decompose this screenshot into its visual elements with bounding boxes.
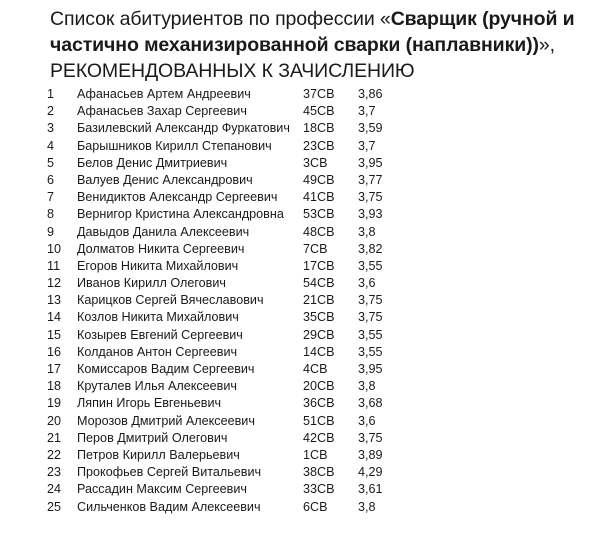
row-number: 19: [47, 396, 62, 411]
average-score: 3,86: [358, 87, 383, 101]
title-part-regular: Список абитуриентов по профессии «: [50, 8, 391, 30]
title-profession: Сварщик (ручной и частично механизированной сварки (наплавники)): [50, 8, 575, 56]
group-code: 42СВ: [303, 430, 335, 445]
average-score: 3,93: [358, 207, 383, 222]
list-item: [0, 292, 604, 309]
average-score: 3,8: [358, 499, 376, 514]
average-score: 3,75: [358, 430, 383, 445]
list-item: [0, 499, 604, 516]
list-item: [0, 155, 604, 172]
applicant-name: Комиссаров Вадим Сергеевич: [77, 362, 255, 376]
list-item: [0, 430, 604, 447]
title-part-regular-end: », РЕКОМЕНДОВАННЫХ К ЗАЧИСЛЕНИЮ: [50, 34, 555, 82]
applicant-name: Петров Кирилл Валерьевич: [77, 447, 240, 462]
applicant-name: Афанасьев Захар Сергеевич: [77, 104, 247, 119]
average-score: 3,75: [358, 293, 383, 308]
list-item: [0, 241, 604, 258]
applicant-name: Долматов Никита Сергеевич: [77, 241, 245, 256]
row-number: 1: [47, 87, 55, 101]
average-score: 3,82: [358, 241, 383, 256]
group-code: 36СВ: [303, 396, 335, 411]
list-item: [0, 309, 604, 326]
group-code: 49СВ: [303, 172, 335, 187]
applicant-name: Карицков Сергей Вячеславович: [77, 293, 264, 308]
row-number: 25: [47, 499, 62, 514]
list-item: [0, 206, 604, 223]
applicant-name: Козырев Евгений Сергеевич: [77, 327, 243, 342]
row-number: 21: [47, 430, 62, 445]
applicant-name: Егоров Никита Михайлович: [77, 258, 239, 273]
row-number: 13: [47, 293, 62, 308]
row-number: 14: [47, 310, 62, 325]
average-score: 3,61: [358, 482, 383, 497]
applicant-name: Давыдов Данила Алексеевич: [77, 224, 250, 239]
list-item: [0, 275, 604, 292]
group-code: 54СВ: [303, 276, 335, 291]
average-score: 3,68: [358, 396, 383, 411]
row-number: 15: [47, 327, 62, 342]
average-score: 3,89: [358, 447, 383, 462]
group-code: 6СВ: [303, 499, 328, 514]
applicant-name: Базилевский Александр Фуркатович: [77, 121, 290, 136]
group-code: 20СВ: [303, 379, 335, 394]
row-number: 23: [47, 465, 62, 480]
group-code: 1СВ: [303, 447, 328, 462]
list-item: [0, 224, 604, 241]
average-score: 3,7: [358, 138, 376, 153]
list-item: [0, 413, 604, 430]
list-item: [0, 344, 604, 361]
row-number: 11: [47, 258, 61, 273]
applicant-name: Козлов Никита Михайлович: [77, 310, 239, 325]
list-item: [0, 120, 604, 137]
applicant-name: Рассадин Максим Сергеевич: [77, 482, 247, 497]
average-score: 3,8: [358, 224, 376, 239]
list-item: [0, 258, 604, 275]
list-item: [0, 481, 604, 498]
average-score: 3,75: [358, 190, 383, 205]
group-code: 38СВ: [303, 465, 335, 480]
row-number: 10: [47, 241, 62, 256]
applicant-name: Афанасьев Артем Андреевич: [77, 87, 251, 101]
row-number: 4: [47, 138, 55, 153]
average-score: 3,55: [358, 344, 383, 359]
list-item: [0, 378, 604, 395]
row-number: 9: [47, 224, 55, 239]
average-score: 3,7: [358, 104, 376, 119]
list-item: [0, 86, 604, 103]
average-score: 4,29: [358, 465, 383, 480]
average-score: 3,6: [358, 413, 376, 428]
row-number: 5: [47, 155, 55, 170]
list-item: [0, 138, 604, 155]
group-code: 17СВ: [303, 258, 335, 273]
list-item: [0, 447, 604, 464]
group-code: 18СВ: [303, 121, 335, 136]
group-code: 14СВ: [303, 344, 335, 359]
group-code: 3СВ: [303, 155, 328, 170]
row-number: 20: [47, 413, 62, 428]
applicant-name: Иванов Кирилл Олегович: [77, 276, 226, 291]
group-code: 23СВ: [303, 138, 335, 153]
row-number: 16: [47, 344, 62, 359]
applicant-name: Сильченков Вадим Алексеевич: [77, 499, 261, 514]
list-item: [0, 395, 604, 412]
average-score: 3,95: [358, 362, 383, 376]
row-number: 22: [47, 447, 62, 462]
row-number: 6: [47, 172, 55, 187]
group-code: 33СВ: [303, 482, 335, 497]
group-code: 41СВ: [303, 190, 335, 205]
average-score: 3,6: [358, 276, 376, 291]
applicant-name: Вернигор Кристина Александровна: [77, 207, 284, 222]
list-item: [0, 172, 604, 189]
row-number: 3: [47, 121, 55, 136]
row-number: 8: [47, 207, 55, 222]
applicant-name: Белов Денис Дмитриевич: [77, 155, 228, 170]
average-score: 3,55: [358, 258, 383, 273]
average-score: 3,77: [358, 172, 383, 187]
applicant-name: Морозов Дмитрий Алексеевич: [77, 413, 255, 428]
group-code: 53СВ: [303, 207, 335, 222]
row-number: 2: [47, 104, 55, 119]
average-score: 3,75: [358, 310, 383, 325]
group-code: 37СВ: [303, 87, 335, 101]
applicant-list: [0, 86, 604, 516]
applicant-name: Прокофьев Сергей Витальевич: [77, 465, 262, 480]
list-item: [0, 327, 604, 344]
applicant-name: Барышников Кирилл Степанович: [77, 138, 272, 153]
average-score: 3,59: [358, 121, 383, 136]
group-code: 29СВ: [303, 327, 335, 342]
row-number: 18: [47, 379, 62, 394]
row-number: 24: [47, 482, 62, 497]
applicant-name: Перов Дмитрий Олегович: [77, 430, 228, 445]
applicant-name: Венидиктов Александр Сергеевич: [77, 190, 278, 205]
page-title: [50, 6, 600, 84]
average-score: 3,95: [358, 155, 383, 170]
row-number: 12: [47, 276, 62, 291]
applicant-name: Колданов Антон Сергеевич: [77, 344, 238, 359]
row-number: 7: [47, 190, 55, 205]
group-code: 45СВ: [303, 104, 335, 119]
group-code: 4СВ: [303, 362, 328, 376]
list-item: [0, 464, 604, 481]
applicant-name: Валуев Денис Александрович: [77, 172, 253, 187]
group-code: 48СВ: [303, 224, 335, 239]
list-item: [0, 103, 604, 120]
list-item: [0, 361, 604, 378]
group-code: 51СВ: [303, 413, 335, 428]
group-code: 7СВ: [303, 241, 328, 256]
applicant-name: Круталев Илья Алексеевич: [77, 379, 237, 394]
group-code: 21СВ: [303, 293, 335, 308]
applicant-name: Ляпин Игорь Евгеньевич: [77, 396, 222, 411]
average-score: 3,8: [358, 379, 376, 394]
group-code: 35СВ: [303, 310, 335, 325]
list-item: [0, 189, 604, 206]
average-score: 3,55: [358, 327, 383, 342]
row-number: 17: [47, 362, 62, 376]
